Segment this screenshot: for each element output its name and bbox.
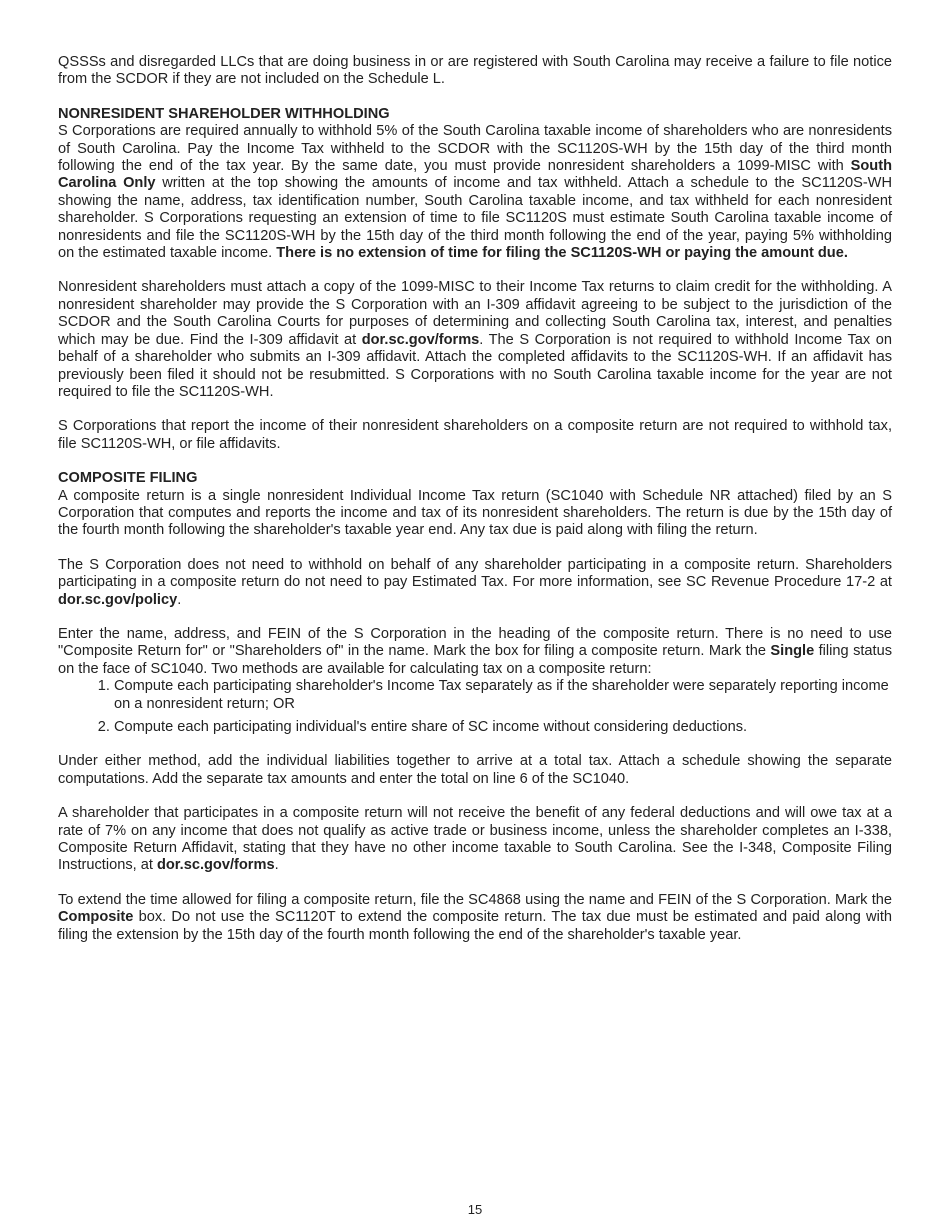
forms-link[interactable]: dor.sc.gov/forms: [156, 857, 275, 874]
composite-paragraph-3: [58, 626, 892, 678]
page-number: 15: [467, 1202, 483, 1217]
withholding-paragraph-3: [58, 418, 892, 453]
list-item: 1. Compute each participating shareholder's Income Tax separately as if the shareholder were separately reporting income on a nonresident return; OR: [114, 678, 892, 713]
calculation-methods-list: [58, 678, 892, 736]
withholding-p1-bold-sc-only: South Carolina Only: [58, 158, 892, 192]
withholding-paragraph-2: [58, 279, 892, 401]
intro-paragraph: [58, 54, 892, 89]
intro-text: QSSSs and disregarded LLCs that are doing business in or are registered with South Carolina may receive a failure to file notice from the SCDOR if they are not included on the Schedule L.: [58, 54, 892, 88]
document-page: [58, 54, 892, 961]
composite-p1-text: A composite return is a single nonresident Individual Income Tax return (SC1040 with Schedule NR attached) filed by an S Corporation that computes and reports the income and tax of its nonresident shareholders. The return is due by the 15th day of the fourth month following the shareholder's taxable year end. Any tax due is paid along with filing the return.: [58, 487, 892, 539]
withholding-p1-text-a: S Corporations are required annually to withhold 5% of the South Carolina taxable income of shareholders who are nonresidents of South Carolina. Pay the Income Tax withheld to the SCDOR with the SC1120S-WH by the 15th day of the third month following the end of the tax year. By the same date, you must provide nonresident shareholders a 1099-MISC with: [58, 123, 892, 175]
withholding-heading: NONRESIDENT SHAREHOLDER WITHHOLDING: [58, 105, 390, 122]
composite-p4-text: Under either method, add the individual liabilities together to arrive at a total tax. Attach a schedule showing the separate computations. Add the separate tax amounts and enter the total on line 6 of the SC1040.: [58, 753, 892, 787]
withholding-p1-bold-no-extension: There is no extension of time for filing the SC1120S-WH or paying the amount due.: [276, 245, 848, 262]
composite-p6-bold-composite: Composite: [58, 909, 134, 926]
composite-paragraph-4: [58, 753, 892, 788]
composite-p3-text-a: Enter the name, address, and FEIN of the S Corporation in the heading of the composite return. There is no need to use "Composite Return for" or "Shareholders of" in the name. Mark the box for filing a composite return. Mark the: [58, 625, 892, 660]
composite-p2-text-a: The S Corporation does not need to withhold on behalf of any shareholder participating in a composite return. Shareholders participating in a composite return do not need to pay Estimated Tax. For more information, see SC Revenue Procedure 17-2 at: [58, 556, 892, 591]
composite-p2-text-b: .: [177, 591, 182, 608]
policy-link[interactable]: dor.sc.gov/policy: [58, 591, 178, 608]
composite-paragraph-2: [58, 557, 892, 609]
composite-p5-text-b: .: [274, 857, 279, 874]
composite-p6-text-a: To extend the time allowed for filing a composite return, file the SC4868 using the name and FEIN of the S Corporation. Mark the: [58, 891, 892, 908]
composite-paragraph-6: [58, 892, 892, 944]
list-item: 2. Compute each participating individual's entire share of SC income without considering deductions.: [114, 719, 892, 736]
composite-paragraph-1: [58, 488, 892, 540]
withholding-p3-text: S Corporations that report the income of their nonresident shareholders on a composite return are not required to withhold tax, file SC1120S-WH, or file affidavits.: [58, 418, 892, 452]
composite-p6-text-c: box. Do not use the SC1120T to extend the composite return. The tax due must be estimated and paid along with filing the extension by the 15th day of the fourth month following the end of the shareholder's taxable year.: [58, 909, 892, 943]
withholding-p2-text-a: Nonresident shareholders must attach a copy of the 1099-MISC to their Income Tax returns to claim credit for the withholding. A nonresident shareholder may provide the S Corporation with an I-309 affidavit agreeing to be subject to the jurisdiction of the SCDOR and the South Carolina Courts for purposes of determining and collecting South Carolina tax, interest, and penalties which may be due. Find the I-309 affidavit at: [58, 279, 892, 348]
withholding-paragraph-1: [58, 123, 892, 262]
composite-p3-bold-single: Single: [770, 643, 815, 660]
withholding-p1-text-c: written at the top showing the amounts of income and tax withheld. Attach a schedule to the SC1120S-WH showing the name, address, tax identification number, South Carolina taxable income, and tax withheld for each nonresident shareholder. S Corporations requesting an extension of time to file SC1120S must estimate South Carolina taxable income of nonresidents and file the SC1120S-WH by the 15th day of the third month following the end of the year, paying 5% withholding on the estimated taxable income.: [58, 175, 892, 262]
withholding-p2-text-b: . The S Corporation is not required to withhold Income Tax on behalf of a shareholder who submits an I-309 affidavit. Attach the completed affidavits to the SC1120S-WH. If an affidavit has previously been filed it should not be resubmitted. S Corporations with no South Carolina taxable income for the year are not required to file the SC1120S-WH.: [58, 331, 892, 400]
composite-paragraph-5: [58, 805, 892, 875]
composite-heading: COMPOSITE FILING: [58, 470, 198, 487]
composite-p5-text-a: A shareholder that participates in a composite return will not receive the benefit of any federal deductions and will owe tax at a rate of 7% on any income that does not qualify as active trade or business income, unless the shareholder completes an I-338, Composite Return Affidavit, stating that they have no other income taxable to South Carolina. See the I-348, Composite Filing Instructions, at: [58, 805, 892, 874]
forms-link[interactable]: dor.sc.gov/forms: [361, 331, 480, 348]
composite-p3-text-c: filing status on the face of SC1040. Two methods are available for calculating tax on a composite return:: [58, 643, 893, 677]
